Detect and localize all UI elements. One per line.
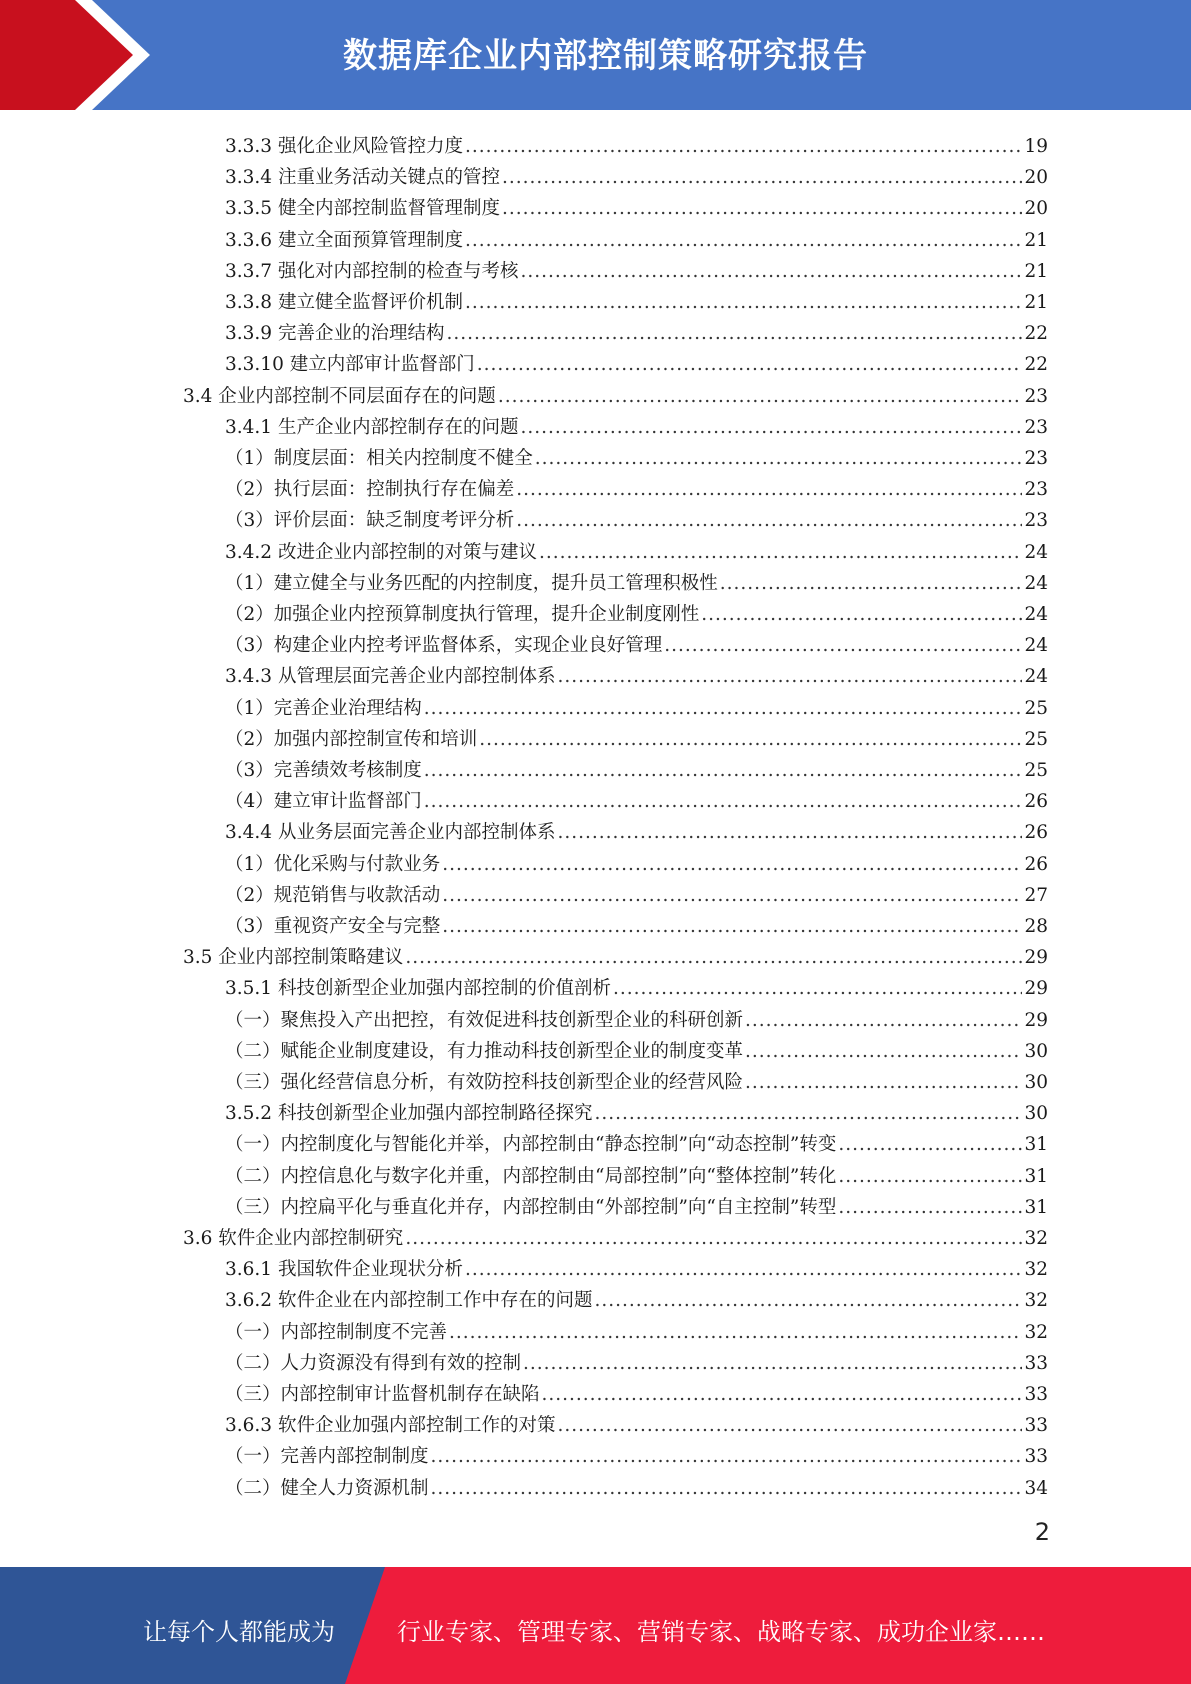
toc-entry[interactable] (225, 626, 1048, 657)
toc-entry[interactable] (225, 1063, 1048, 1094)
toc-entry-page: 30 (1024, 1072, 1048, 1093)
toc-entry-page: 22 (1024, 323, 1048, 345)
toc-entry-page: 29 (1024, 1009, 1048, 1031)
toc-entry-page: 25 (1024, 760, 1048, 781)
toc-dot-leader (477, 354, 1023, 376)
toc-entry[interactable] (225, 501, 1048, 532)
toc-entry[interactable] (225, 252, 1048, 283)
toc-entry-page: 32 (1024, 1259, 1048, 1281)
toc-entry-title: 3.6 软件企业内部控制研究 (183, 1228, 404, 1249)
toc-entry-page: 33 (1024, 1446, 1048, 1468)
toc-dot-leader (424, 760, 1023, 782)
toc-entry-title: 3.4 企业内部控制不同层面存在的问题 (183, 385, 496, 407)
toc-entry-title: （2）加强企业内控预算制度执行管理，提升企业制度刚性 (225, 604, 700, 625)
toc-entry-page: 30 (1024, 1103, 1048, 1125)
toc-entry[interactable] (225, 751, 1048, 782)
toc-entry-title: （一）聚焦投入产出把控，有效促进科技创新型企业的科研创新 (225, 1009, 744, 1031)
toc-entry-title: 3.3.6 建立全面预算管理制度 (225, 229, 463, 251)
toc-entry-title: （一）内部控制制度不完善 (225, 1321, 448, 1343)
toc-entry[interactable] (183, 1219, 1048, 1250)
toc-entry-title: （2）加强内部控制宣传和培训 (225, 728, 478, 750)
toc-dot-leader (745, 1010, 1022, 1032)
toc-dot-leader (838, 1197, 1022, 1219)
toc-entry-title: 3.3.9 完善企业的治理结构 (225, 323, 445, 345)
toc-entry-title: （2）规范销售与收款活动 (225, 884, 441, 906)
toc-entry-page: 25 (1024, 728, 1048, 750)
toc-entry[interactable] (225, 689, 1048, 720)
toc-entry[interactable] (225, 439, 1048, 470)
toc-entry-page: 26 (1024, 853, 1048, 875)
toc-entry[interactable] (225, 720, 1048, 751)
toc-entry[interactable] (225, 564, 1048, 595)
page-footer (0, 1567, 1191, 1684)
toc-entry-title: 3.3.3 强化企业风险管控力度 (225, 136, 463, 157)
toc-entry-page: 32 (1024, 1290, 1048, 1312)
toc-dot-leader (431, 1446, 1023, 1468)
toc-entry[interactable] (225, 314, 1048, 345)
toc-entry[interactable] (225, 1406, 1048, 1437)
toc-entry-page: 21 (1024, 229, 1048, 251)
toc-entry-page: 24 (1024, 541, 1048, 563)
toc-entry[interactable] (225, 1250, 1048, 1281)
toc-entry-title: （一）内控制度化与智能化并举，内部控制由“静态控制”向“动态控制”转变 (225, 1134, 837, 1156)
toc-entry-title: （二）内控信息化与数字化并重，内部控制由“局部控制”向“整体控制”转化 (225, 1165, 837, 1187)
toc-entry-page: 22 (1024, 354, 1048, 376)
toc-dot-leader (539, 542, 1022, 564)
toc-entry-title: （4）建立审计监督部门 (225, 791, 422, 813)
toc-entry-title: （3）评价层面：缺乏制度考评分析 (225, 510, 515, 532)
toc-dot-leader (465, 136, 1022, 158)
toc-dot-leader (442, 885, 1022, 907)
toc-dot-leader (442, 854, 1022, 876)
toc-dot-leader (516, 510, 1022, 532)
page-number: 2 (1034, 1518, 1050, 1546)
toc-entry-page: 24 (1024, 635, 1048, 657)
toc-dot-leader (520, 417, 1022, 439)
toc-dot-leader (664, 635, 1022, 657)
toc-dot-leader (535, 448, 1023, 470)
toc-entry-page: 33 (1024, 1384, 1048, 1405)
toc-entry[interactable] (225, 533, 1048, 564)
toc-dot-leader (465, 230, 1022, 252)
toc-entry[interactable] (225, 221, 1048, 252)
toc-entry-title: 3.3.10 建立内部审计监督部门 (225, 354, 475, 376)
toc-dot-leader (405, 1228, 1022, 1250)
toc-entry-page: 21 (1024, 292, 1048, 313)
toc-entry[interactable] (225, 845, 1048, 876)
toc-dot-leader (479, 729, 1022, 751)
toc-entry[interactable] (225, 1094, 1048, 1125)
toc-entry-title: 3.4.4 从业务层面完善企业内部控制体系 (225, 822, 556, 844)
toc-entry-page: 33 (1024, 1415, 1048, 1437)
toc-entry-page: 30 (1024, 1040, 1048, 1062)
toc-entry[interactable] (225, 1313, 1048, 1344)
toc-entry-page: 29 (1024, 947, 1048, 969)
toc-entry-title: （三）内部控制审计监督机制存在缺陷 (225, 1384, 540, 1405)
toc-dot-leader (838, 1134, 1022, 1156)
toc-entry-page: 24 (1024, 666, 1048, 688)
toc-entry-title: 3.4.1 生产企业内部控制存在的问题 (225, 416, 519, 438)
toc-dot-leader (838, 1166, 1022, 1188)
toc-dot-leader (594, 1103, 1022, 1125)
toc-dot-leader (502, 198, 1022, 220)
toc-entry-title: （1）制度层面：相关内控制度不健全 (225, 448, 533, 469)
toc-entry[interactable] (225, 1437, 1048, 1468)
toc-dot-leader (431, 1478, 1023, 1500)
toc-entry-page: 23 (1024, 510, 1048, 532)
toc-entry-page: 25 (1024, 697, 1048, 719)
toc-entry[interactable] (225, 1125, 1048, 1156)
toc-entry[interactable] (183, 377, 1048, 408)
toc-entry[interactable] (225, 345, 1048, 376)
toc-entry-page: 20 (1024, 167, 1048, 189)
toc-dot-leader (520, 261, 1022, 283)
toc-dot-leader (542, 1384, 1023, 1406)
toc-entry-title: （三）内控扁平化与垂直化并存，内部控制由“外部控制”向“自主控制”转型 (225, 1196, 837, 1218)
toc-entry-page: 23 (1024, 448, 1048, 469)
page-header (0, 0, 1191, 110)
toc-entry-page: 31 (1024, 1134, 1048, 1156)
toc-entry[interactable] (225, 1001, 1048, 1032)
toc-entry-page: 31 (1024, 1196, 1048, 1218)
toc-entry-title: 3.3.4 注重业务活动关键点的管控 (225, 167, 500, 189)
toc-entry-title: 3.3.8 建立健全监督评价机制 (225, 292, 463, 313)
toc-entry-page: 32 (1024, 1228, 1048, 1249)
toc-entry[interactable] (225, 408, 1048, 439)
toc-entry-page: 24 (1024, 604, 1048, 625)
toc-dot-leader (745, 1041, 1022, 1063)
toc-entry-title: 3.6.2 软件企业在内部控制工作中存在的问题 (225, 1290, 593, 1312)
toc-entry-title: 3.5.2 科技创新型企业加强内部控制路径探究 (225, 1103, 593, 1125)
toc-entry-title: 3.3.7 强化对内部控制的检查与考核 (225, 260, 519, 282)
toc-dot-leader (442, 916, 1022, 938)
toc-dot-leader (557, 666, 1022, 688)
toc-entry[interactable] (225, 158, 1048, 189)
toc-entry-title: （二）人力资源没有得到有效的控制 (225, 1352, 522, 1374)
toc-dot-leader (523, 1353, 1022, 1375)
toc-entry-title: 3.5.1 科技创新型企业加强内部控制的价值剖析 (225, 978, 611, 1000)
toc-dot-leader (446, 323, 1022, 345)
toc-entry-page: 26 (1024, 822, 1048, 844)
toc-dot-leader (613, 978, 1022, 1000)
toc-entry[interactable] (225, 595, 1048, 626)
toc-dot-leader (424, 791, 1023, 813)
toc-entry-title: 3.4.2 改进企业内部控制的对策与建议 (225, 541, 537, 563)
toc-entry-title: （1）优化采购与付款业务 (225, 853, 441, 875)
toc-entry-page: 28 (1024, 916, 1048, 937)
toc-entry[interactable] (225, 782, 1048, 813)
toc-entry-page: 26 (1024, 791, 1048, 813)
toc-entry[interactable] (225, 1157, 1048, 1188)
toc-entry[interactable] (225, 1344, 1048, 1375)
toc-entry-page: 24 (1024, 572, 1048, 594)
toc-dot-leader (720, 573, 1023, 595)
toc-entry-title: （2）执行层面：控制执行存在偏差 (225, 479, 515, 501)
toc-entry-page: 23 (1024, 479, 1048, 501)
toc-dot-leader (516, 479, 1022, 501)
toc-dot-leader (502, 167, 1022, 189)
toc-entry[interactable] (225, 1188, 1048, 1219)
toc-entry[interactable] (225, 189, 1048, 220)
toc-dot-leader (557, 822, 1022, 844)
toc-entry-title: （3）构建企业内控考评监督体系，实现企业良好管理 (225, 635, 663, 657)
toc-entry-page: 29 (1024, 978, 1048, 1000)
toc-entry-title: （1）完善企业治理结构 (225, 697, 422, 719)
toc-entry-title: 3.5 企业内部控制策略建议 (183, 947, 404, 969)
toc-entry[interactable] (225, 283, 1048, 314)
footer-slogan-left: 让每个人都能成为 (143, 1618, 335, 1646)
toc-entry[interactable] (225, 907, 1048, 938)
toc-entry-page: 33 (1024, 1352, 1048, 1374)
toc-entry[interactable] (225, 813, 1048, 844)
toc-entry[interactable] (225, 1469, 1048, 1500)
toc-dot-leader (498, 386, 1023, 408)
toc-dot-leader (701, 604, 1022, 626)
toc-dot-leader (745, 1072, 1022, 1094)
toc-entry[interactable] (225, 657, 1048, 688)
toc-dot-leader (594, 1290, 1022, 1312)
toc-entry-page: 19 (1024, 136, 1048, 157)
toc-entry[interactable] (225, 969, 1048, 1000)
toc-entry-title: （二）赋能企业制度建设，有力推动科技创新型企业的制度变革 (225, 1040, 744, 1062)
toc-entry[interactable] (225, 470, 1048, 501)
toc-dot-leader (465, 1259, 1022, 1281)
toc-entry[interactable] (225, 1375, 1048, 1406)
toc-entry-page: 27 (1024, 884, 1048, 906)
toc-dot-leader (405, 947, 1022, 969)
toc-entry[interactable] (225, 1032, 1048, 1063)
toc-dot-leader (465, 292, 1022, 314)
toc-entry-title: 3.6.3 软件企业加强内部控制工作的对策 (225, 1415, 556, 1437)
toc-entry-title: （3）重视资产安全与完整 (225, 916, 441, 937)
toc-entry-title: （3）完善绩效考核制度 (225, 760, 422, 781)
toc-entry[interactable] (225, 127, 1048, 158)
toc-entry-page: 21 (1024, 260, 1048, 282)
toc-entry-page: 34 (1024, 1477, 1048, 1499)
toc-entry-page: 32 (1024, 1321, 1048, 1343)
toc-entry-page: 31 (1024, 1165, 1048, 1187)
footer-slogan-right: 行业专家、管理专家、营销专家、战略专家、成功企业家…… (397, 1618, 1045, 1646)
toc-entry[interactable] (225, 876, 1048, 907)
toc-entry-page: 23 (1024, 385, 1048, 407)
toc-entry[interactable] (183, 938, 1048, 969)
toc-dot-leader (424, 698, 1023, 720)
toc-entry-title: 3.4.3 从管理层面完善企业内部控制体系 (225, 666, 556, 688)
toc-dot-leader (449, 1322, 1022, 1344)
toc-dot-leader (557, 1415, 1022, 1437)
toc-entry-title: （二）健全人力资源机制 (225, 1477, 429, 1499)
toc-entry[interactable] (225, 1281, 1048, 1312)
toc-entry-title: （一）完善内部控制制度 (225, 1446, 429, 1468)
toc-entry-title: 3.3.5 健全内部控制监督管理制度 (225, 198, 500, 220)
toc-entry-page: 23 (1024, 416, 1048, 438)
toc-entry-title: （1）建立健全与业务匹配的内控制度，提升员工管理积极性 (225, 572, 718, 594)
toc-entry-title: 3.6.1 我国软件企业现状分析 (225, 1259, 463, 1281)
report-title: 数据库企业内部控制策略研究报告 (343, 36, 868, 76)
toc-entry-title: （三）强化经营信息分析，有效防控科技创新型企业的经营风险 (225, 1072, 744, 1093)
toc-entry-page: 20 (1024, 198, 1048, 220)
